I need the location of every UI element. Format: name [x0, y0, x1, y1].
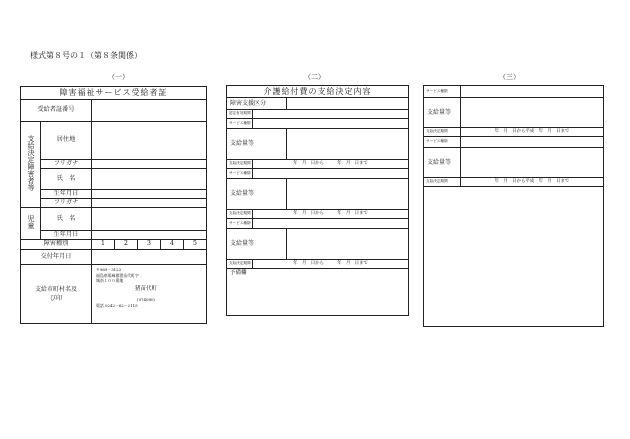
- child-furigana-value[interactable]: [92, 199, 207, 208]
- section-label-3: （三）: [499, 73, 520, 81]
- certification-period-label: 認定有効期間: [227, 110, 253, 119]
- certification-period-value[interactable]: [253, 110, 409, 119]
- issue-date-value[interactable]: [92, 250, 207, 265]
- notes-label: 予備欄: [230, 270, 247, 276]
- p3-service-type-label-2: サービス種類: [424, 137, 461, 148]
- section-label-2: （二）: [304, 73, 325, 81]
- p3-supply-amount-label-2: 支給量等: [424, 148, 461, 178]
- p3-service-type-value-2[interactable]: [461, 137, 604, 148]
- furigana-value[interactable]: [92, 160, 207, 169]
- issue-date-label: 交付年月日: [21, 250, 92, 265]
- certificate-title: 障害福祉サービス受給者証: [21, 87, 207, 100]
- decision-period-value-1[interactable]: 年 月 日から 年 月 日まで: [253, 160, 409, 169]
- disability-type-1[interactable]: 1: [92, 240, 115, 250]
- recipient-certificate-panel: [20, 86, 207, 324]
- disability-type-4[interactable]: 4: [161, 240, 184, 250]
- p3-supply-amount-value-1[interactable]: [461, 98, 604, 128]
- supply-amount-value-2[interactable]: [287, 179, 409, 210]
- birth-date-value[interactable]: [92, 190, 207, 199]
- p3-supply-amount-value-2[interactable]: [461, 148, 604, 178]
- address-label: 居住地: [41, 122, 92, 160]
- supply-amount-label-1: 支給量等: [227, 129, 287, 160]
- support-level-label: 障害支援区分: [227, 98, 287, 110]
- p3-decision-period-label-1: 支給決定期間: [424, 128, 461, 137]
- disability-type-label: 障害種別: [21, 240, 92, 250]
- p3-supply-amount-label-1: 支給量等: [424, 98, 461, 128]
- decision-period-value-3[interactable]: 年 月 日から 年 月 日まで: [253, 260, 409, 269]
- p3-decision-period-value-1[interactable]: 年 月 日から平成 年 月 日まで: [461, 128, 604, 137]
- supply-amount-label-3: 支給量等: [227, 229, 287, 260]
- service-type-label-2: サービス種類: [227, 169, 253, 179]
- child-birth-date-value[interactable]: [92, 231, 207, 240]
- child-label-text: 児童: [26, 215, 35, 230]
- furigana-label: フリガナ: [41, 160, 92, 169]
- support-level-value[interactable]: [287, 98, 409, 110]
- municipality-seal-block: [92, 265, 207, 324]
- municipality-label-text: 支給市町村名及び印: [35, 286, 78, 302]
- decision-period-label-2: 支給決定期間: [227, 210, 253, 219]
- service-type-value-3[interactable]: [253, 219, 409, 229]
- disability-type-5[interactable]: 5: [184, 240, 207, 250]
- supply-amount-label-2: 支給量等: [227, 179, 287, 210]
- decision-period-label-1: 支給決定期間: [227, 160, 253, 169]
- decision-content-title: 介護給付費の支給決定内容: [227, 86, 409, 98]
- decision-holder-label: [21, 122, 41, 208]
- decision-period-value-2[interactable]: 年 月 日から 年 月 日まで: [253, 210, 409, 219]
- additional-services-panel: [423, 85, 604, 327]
- municipality-phone: 電話 0242－62－2115: [96, 302, 138, 308]
- child-birth-date-label: 生年月日: [41, 231, 92, 240]
- furigana-label-child: フリガナ: [41, 199, 92, 208]
- p3-service-type-value-1[interactable]: [461, 86, 604, 98]
- municipality-postal: 〒969－3123: [96, 267, 122, 272]
- p3-service-type-label-1: サービス種類: [424, 86, 461, 98]
- municipality-name: 猪苗代町: [134, 285, 157, 292]
- section-label-1: （一）: [108, 73, 129, 81]
- notes-area[interactable]: [227, 269, 409, 316]
- recipient-number-label: 受給者証番号: [21, 100, 92, 122]
- name-label: 氏 名: [41, 169, 92, 190]
- supply-amount-value-1[interactable]: [287, 129, 409, 160]
- supply-amount-value-3[interactable]: [287, 229, 409, 260]
- disability-type-3[interactable]: 3: [138, 240, 161, 250]
- p3-decision-period-label-2: 支給決定期間: [424, 178, 461, 187]
- service-type-value-2[interactable]: [253, 169, 409, 179]
- decision-holder-text: 支給決定障害者等: [26, 135, 35, 192]
- p3-decision-period-value-2[interactable]: 年 月 日から平成 年 月 日まで: [461, 178, 604, 187]
- service-type-label-3: サービス種類: [227, 219, 253, 229]
- municipality-code: (074080): [137, 296, 155, 302]
- address-value[interactable]: [92, 122, 207, 160]
- child-name-value[interactable]: [92, 208, 207, 231]
- child-name-label: 氏 名: [41, 208, 92, 231]
- recipient-number-value[interactable]: [92, 100, 207, 122]
- decision-period-label-3: 支給決定期間: [227, 260, 253, 269]
- service-type-label-1: サービス種類: [227, 119, 253, 129]
- disability-type-2[interactable]: 2: [115, 240, 138, 250]
- p3-blank-area[interactable]: [424, 187, 604, 327]
- municipality-label: [21, 265, 92, 324]
- municipality-address-1: 福島県耶麻郡猪苗代町字: [96, 272, 139, 278]
- name-value[interactable]: [92, 169, 207, 190]
- birth-date-label: 生年月日: [41, 190, 92, 199]
- care-benefit-decision-panel: [226, 85, 409, 316]
- service-type-value-1[interactable]: [253, 119, 409, 129]
- child-label: [21, 208, 41, 240]
- municipality-address-2: 城南１００番地: [96, 278, 124, 284]
- form-title: 様式第８号の１（第８条関係）: [30, 51, 142, 60]
